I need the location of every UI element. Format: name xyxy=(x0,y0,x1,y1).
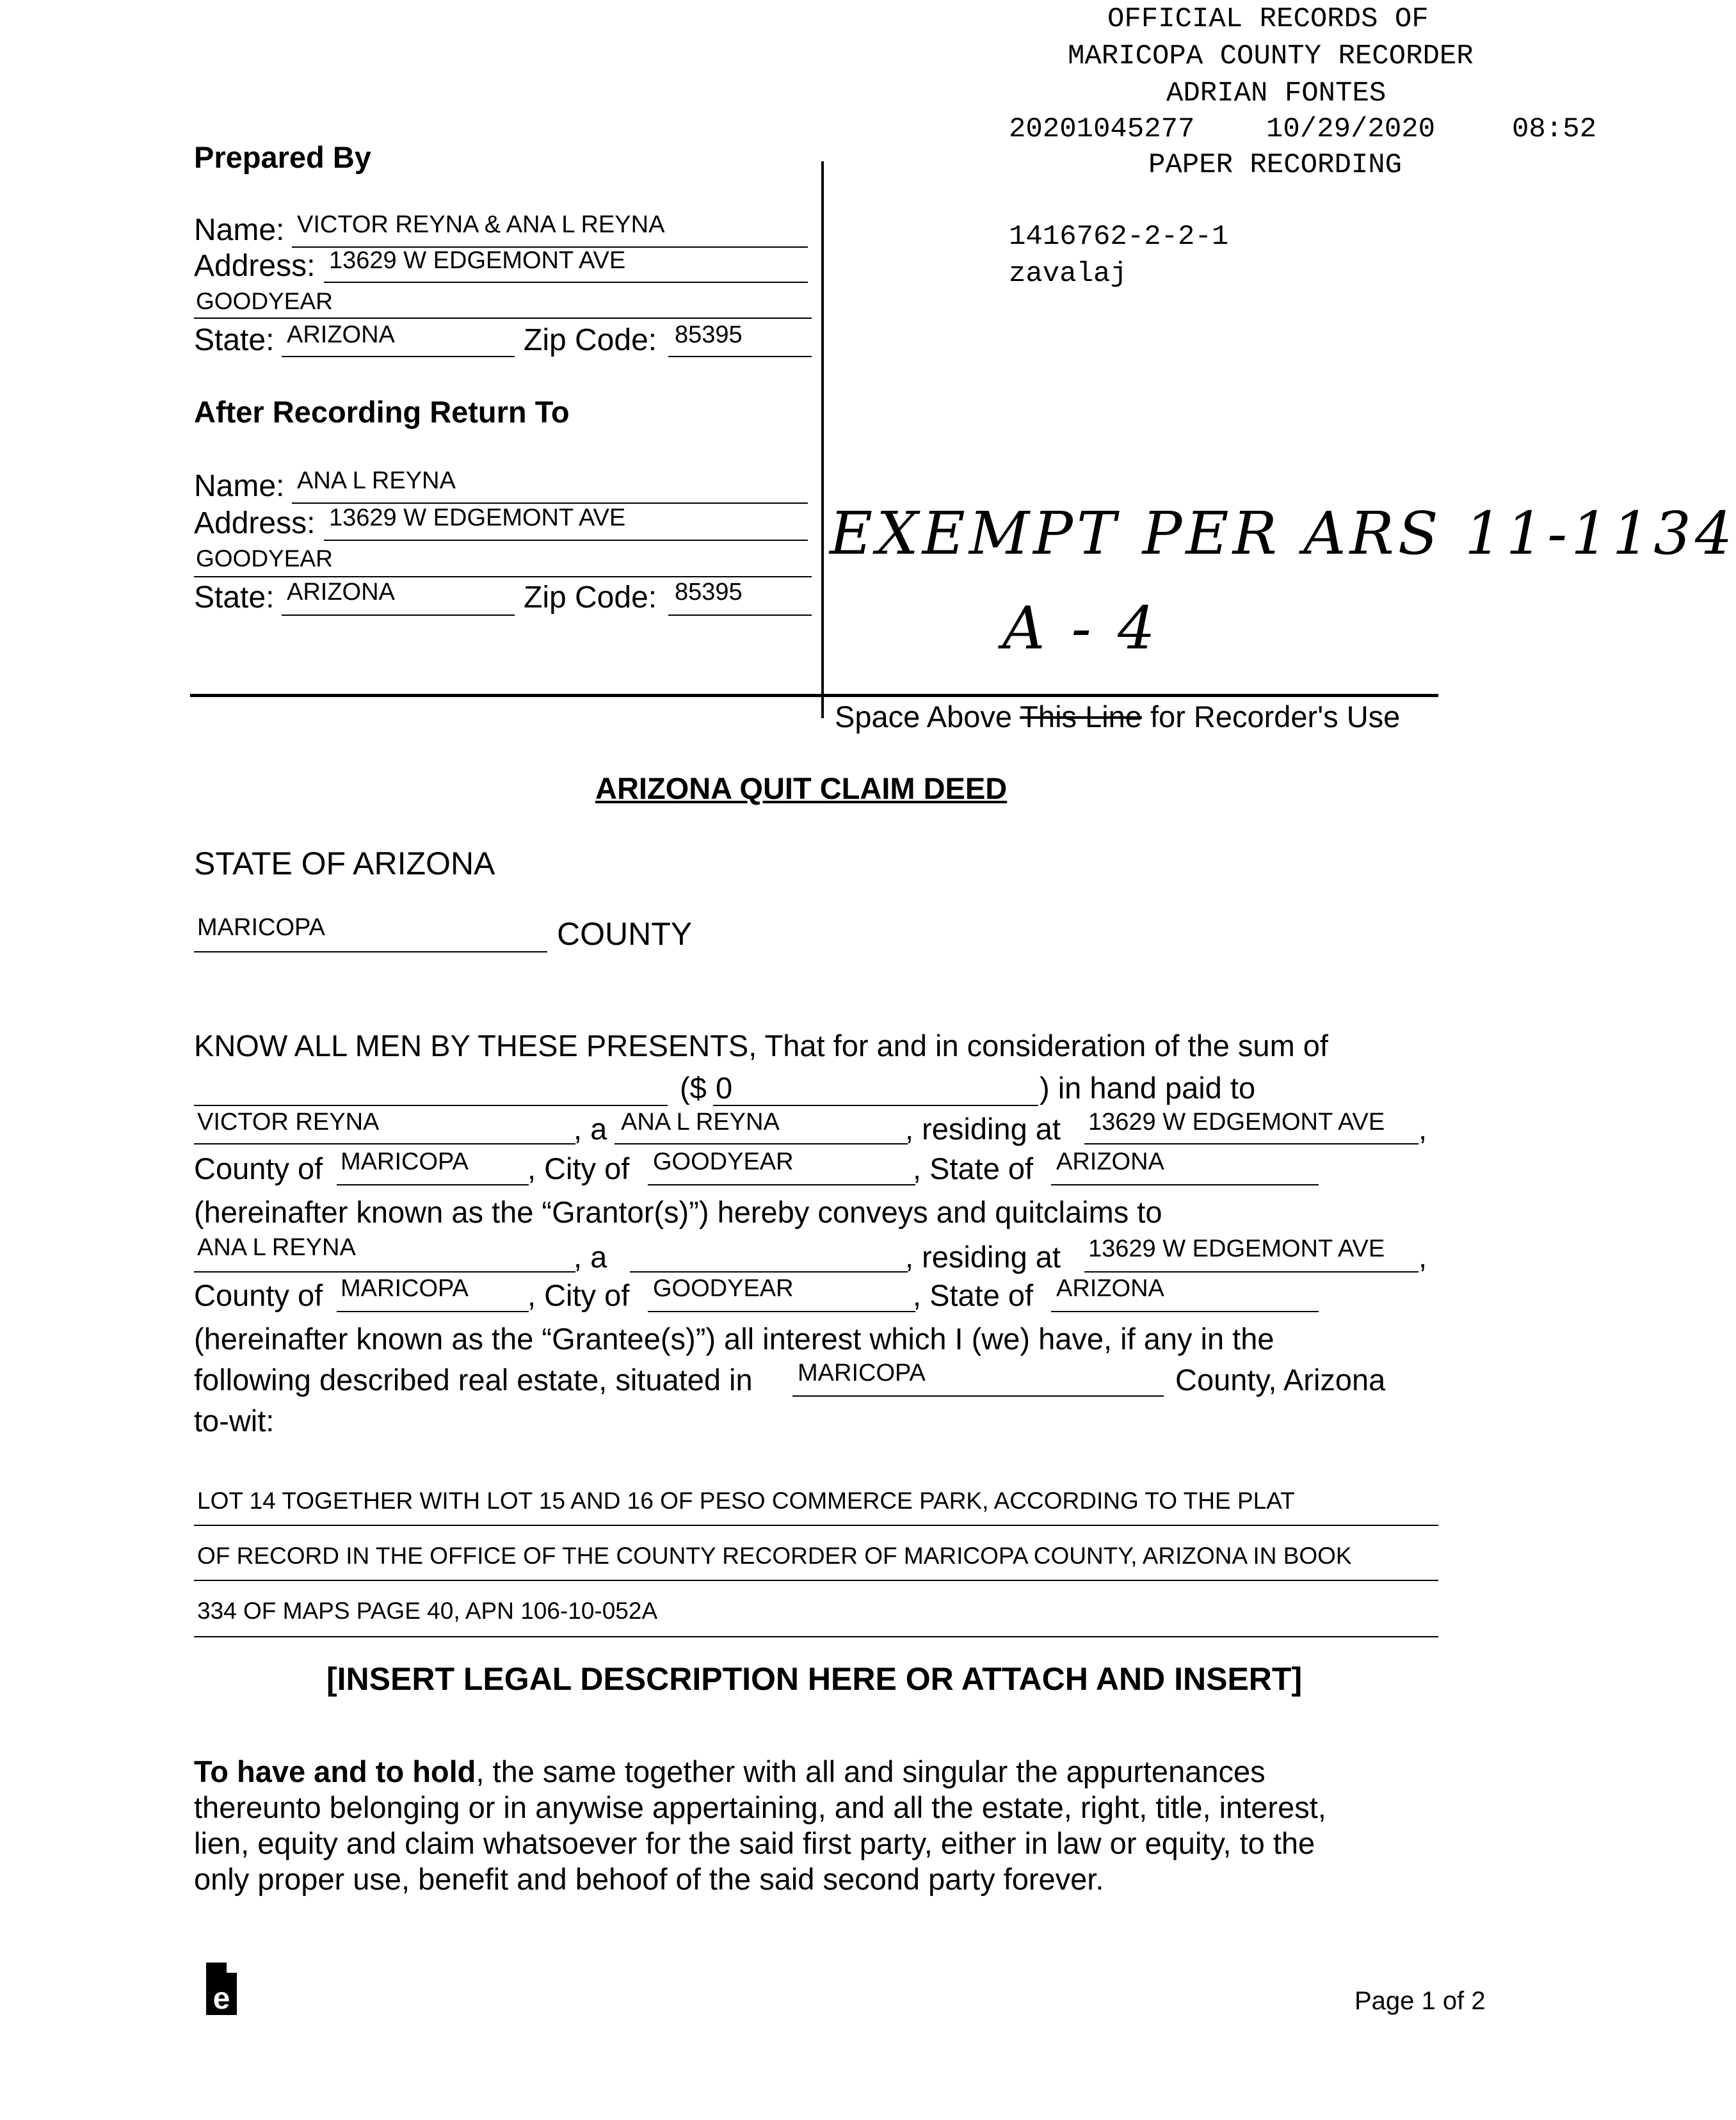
grantor-a-text: , a xyxy=(574,1112,607,1146)
legal-description-line2: OF RECORD IN THE OFFICE OF THE COUNTY RECORDER OF MARICOPA COUNTY, ARIZONA IN BOOK xyxy=(197,1543,1352,1569)
struck-text: This Line xyxy=(1020,700,1142,734)
handwritten-exempt-note: EXEMPT PER ARS 11-1134 xyxy=(830,499,1736,568)
prepared-address-underline xyxy=(324,282,808,283)
county-underline xyxy=(194,951,547,952)
prepared-by-heading: Prepared By xyxy=(194,140,371,174)
grantor-county-of: County of xyxy=(194,1152,323,1185)
sum-suffix: ) in hand paid to xyxy=(1040,1071,1256,1105)
return-city-value: GOODYEAR xyxy=(196,545,333,572)
grantee-city-underline xyxy=(648,1311,915,1312)
grantor-address-underline xyxy=(1084,1143,1419,1144)
recorder-line1: OFFICIAL RECORDS OF xyxy=(1107,3,1429,35)
handwritten-exempt-code: A - 4 xyxy=(1002,594,1159,662)
return-to-heading: After Recording Return To xyxy=(194,395,570,429)
recording-type: PAPER RECORDING xyxy=(1148,149,1402,181)
grantor-residing-at: , residing at xyxy=(905,1112,1061,1146)
grantor2-value: ANA L REYNA xyxy=(621,1109,780,1136)
prepared-state-underline xyxy=(282,356,515,357)
county-arizona: County, Arizona xyxy=(1175,1363,1386,1397)
sum-prefix: ($ xyxy=(680,1071,707,1105)
sum-words-underline xyxy=(194,1105,668,1106)
grantor-city-of: , City of xyxy=(527,1152,630,1185)
document-logo-icon xyxy=(204,1961,239,2016)
batch-number: 1416762-2-2-1 xyxy=(1009,221,1229,253)
situated-county-value: MARICOPA xyxy=(798,1360,926,1386)
prepared-city-underline xyxy=(194,317,812,319)
following-described: following described real estate, situated in xyxy=(194,1363,753,1397)
insert-legal-description: [INSERT LEGAL DESCRIPTION HERE OR ATTACH AND INSERT] xyxy=(326,1661,1303,1697)
grantee2-underline xyxy=(630,1271,908,1273)
state-of-arizona: STATE OF ARIZONA xyxy=(194,846,495,881)
prepared-zip-label: Zip Code: xyxy=(524,323,657,357)
grantor-state-underline xyxy=(1051,1184,1319,1185)
grantor1-value: VICTOR REYNA xyxy=(197,1109,380,1136)
grantee-county-underline xyxy=(337,1311,529,1312)
prepared-name-label: Name: xyxy=(194,213,285,247)
clerk-id: zavalaj xyxy=(1009,258,1127,290)
grantor-county-value: MARICOPA xyxy=(341,1148,469,1175)
recording-date: 10/29/2020 xyxy=(1266,113,1436,145)
grantor-city-underline xyxy=(648,1184,915,1185)
grantee-address-underline xyxy=(1084,1271,1419,1273)
grantee-residing-at: , residing at xyxy=(905,1240,1061,1274)
prepared-address-label: Address: xyxy=(194,249,316,283)
habendum-line3: lien, equity and claim whatsoever for the said first party, either in law or equity, to the xyxy=(194,1826,1315,1860)
comma: , xyxy=(1419,1112,1427,1146)
recorder-space-note xyxy=(835,699,1400,734)
grantor-known-as: (hereinafter known as the “Grantor(s)”) hereby conveys and quitclaims to xyxy=(194,1195,1162,1229)
return-state-label: State: xyxy=(194,581,275,614)
grantee1-underline xyxy=(194,1271,575,1273)
prepared-city-value: GOODYEAR xyxy=(196,288,333,314)
grantee-state-value: ARIZONA xyxy=(1056,1275,1164,1302)
grantor1-underline xyxy=(194,1143,575,1144)
comma: , xyxy=(1419,1240,1427,1274)
prepared-address-value: 13629 W EDGEMONT AVE xyxy=(329,247,626,274)
grantor-city-value: GOODYEAR xyxy=(653,1148,794,1175)
recording-time: 08:52 xyxy=(1512,113,1597,145)
grantee-a-text: , a xyxy=(574,1240,607,1274)
habendum-bold: To have and to hold xyxy=(194,1755,476,1788)
to-wit: to-wit: xyxy=(194,1404,275,1438)
sum-underline xyxy=(713,1105,1038,1106)
return-address-value: 13629 W EDGEMONT AVE xyxy=(329,504,626,531)
grantor-address-value: 13629 W EDGEMONT AVE xyxy=(1088,1109,1385,1136)
county-value: MARICOPA xyxy=(197,914,325,941)
grantee-address-value: 13629 W EDGEMONT AVE xyxy=(1088,1235,1385,1262)
return-name-label: Name: xyxy=(194,469,285,503)
legal-line1-underline xyxy=(194,1525,1438,1526)
return-state-underline xyxy=(282,614,515,616)
legal-line3-underline xyxy=(194,1636,1438,1637)
return-zip-value: 85395 xyxy=(675,579,743,606)
recorder-line3: ADRIAN FONTES xyxy=(1166,77,1386,109)
situated-county-underline xyxy=(792,1395,1164,1397)
grantor-state-of: , State of xyxy=(913,1152,1034,1185)
habendum-line4: only proper use, benefit and behoof of the said second party forever. xyxy=(194,1862,1104,1896)
prepared-zip-value: 85395 xyxy=(675,321,743,348)
grantee-city-of: , City of xyxy=(527,1278,630,1312)
prepared-name-value: VICTOR REYNA & ANA L REYNA xyxy=(297,211,665,238)
vertical-divider xyxy=(821,161,824,718)
prepared-state-label: State: xyxy=(194,323,275,357)
return-state-value: ARIZONA xyxy=(287,579,395,606)
grantor-state-value: ARIZONA xyxy=(1056,1148,1164,1175)
return-name-value: ANA L REYNA xyxy=(297,467,456,494)
page-number: Page 1 of 2 xyxy=(1354,1987,1486,2015)
county-label: COUNTY xyxy=(557,916,693,952)
prepared-zip-underline xyxy=(668,356,812,357)
grantee1-value: ANA L REYNA xyxy=(197,1234,356,1261)
return-city-underline xyxy=(194,576,812,577)
grantee-county-of: County of xyxy=(194,1278,323,1312)
return-address-underline xyxy=(324,540,808,541)
habendum-line1-text: , the same together with all and singular the appurtenances xyxy=(476,1755,1266,1788)
return-address-label: Address: xyxy=(194,506,316,540)
legal-description-line3: 334 OF MAPS PAGE 40, APN 106-10-052A xyxy=(197,1598,658,1624)
recorder-line2: MARICOPA COUNTY RECORDER xyxy=(1068,40,1474,72)
grantor-county-underline xyxy=(337,1184,529,1185)
grantee-state-underline xyxy=(1051,1311,1319,1312)
svg-text:e: e xyxy=(213,1982,230,2016)
return-zip-label: Zip Code: xyxy=(524,581,657,614)
grantee-city-value: GOODYEAR xyxy=(653,1275,794,1302)
grantor2-underline xyxy=(615,1143,908,1144)
space-above-prefix: Space Above xyxy=(835,700,1020,734)
legal-description-line1: LOT 14 TOGETHER WITH LOT 15 AND 16 OF PESO COMMERCE PARK, ACCORDING TO THE PLAT xyxy=(197,1488,1295,1514)
space-above-suffix: for Recorder's Use xyxy=(1141,700,1401,734)
recorder-space-divider xyxy=(190,694,1438,697)
grantee-state-of: , State of xyxy=(913,1278,1034,1312)
know-all-men: KNOW ALL MEN BY THESE PRESENTS, That for and in consideration of the sum of xyxy=(194,1029,1328,1063)
return-name-underline xyxy=(292,502,808,504)
sum-value: 0 xyxy=(716,1071,733,1105)
prepared-state-value: ARIZONA xyxy=(287,321,395,348)
deed-title: ARIZONA QUIT CLAIM DEED xyxy=(595,771,1008,805)
habendum-line2: thereunto belonging or in anywise appertaining, and all the estate, right, title, interest, xyxy=(194,1790,1326,1824)
grantee-known-as: (hereinafter known as the “Grantee(s)”) all interest which I (we) have, if any in the xyxy=(194,1322,1274,1356)
legal-line2-underline xyxy=(194,1580,1438,1581)
grantee-county-value: MARICOPA xyxy=(341,1275,469,1302)
return-zip-underline xyxy=(668,614,812,616)
habendum-line1 xyxy=(194,1754,1266,1789)
recording-number: 20201045277 xyxy=(1009,113,1195,145)
